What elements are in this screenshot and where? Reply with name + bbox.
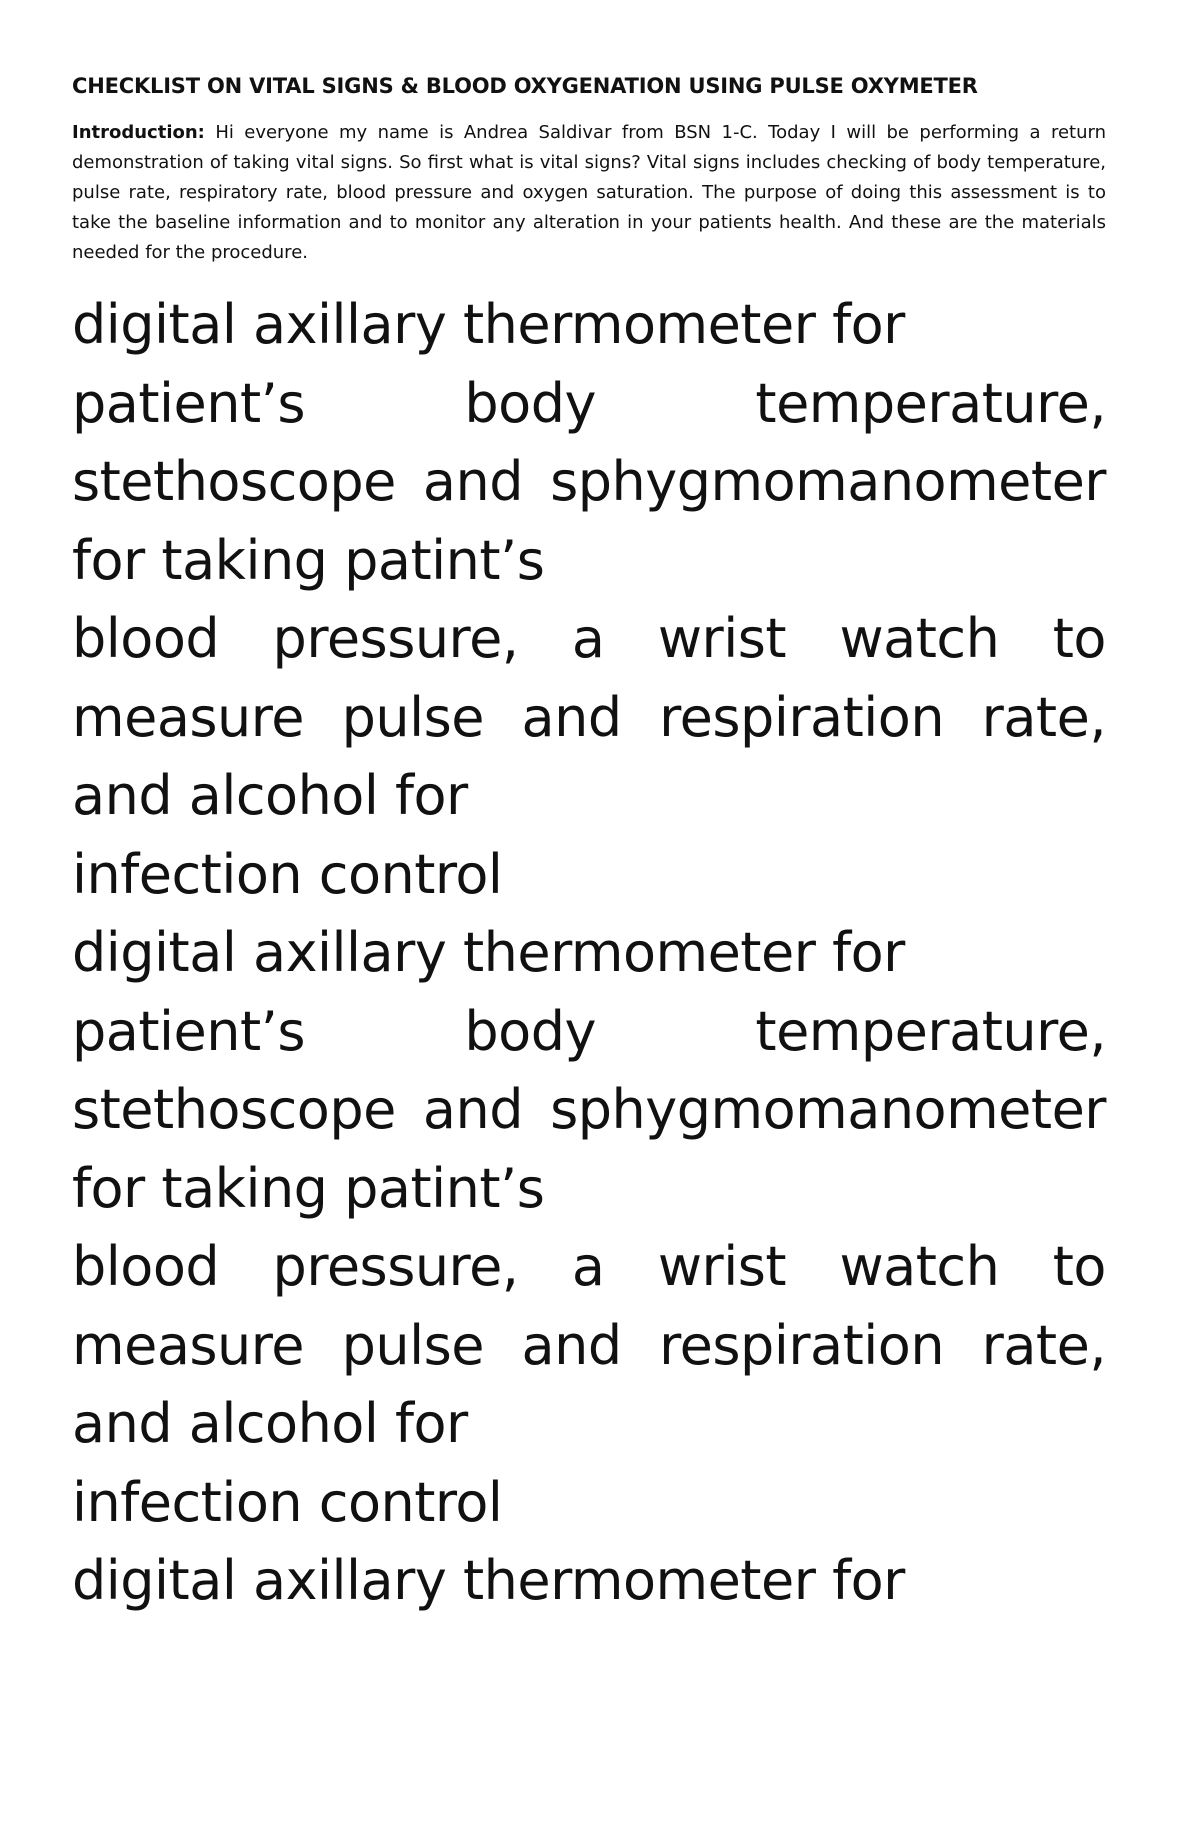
- materials-word: pulse: [341, 685, 484, 749]
- materials-word: stethoscope: [72, 1078, 396, 1141]
- materials-word: body: [464, 371, 596, 435]
- materials-word: rate,: [981, 1313, 1106, 1377]
- materials-word: a: [571, 1235, 605, 1298]
- introduction-text: Hi everyone my name is Andrea Saldivar from BSN 1-C. Today I will be performing a return demonstration of taking vital signs. So first what is vital signs? Vital signs includes checking of body temperature, pulse rate, respiratory rate, blood pressure and oxygen saturation. The purpose of doing this assessment is to take the baseline information and to monitor any alteration in your patients health. And these are the materials needed for the procedure.: [72, 122, 1106, 263]
- materials-line: [72, 365, 1106, 444]
- materials-line: [72, 1464, 1106, 1543]
- materials-word: and: [521, 685, 622, 749]
- materials-word: watch: [839, 1235, 1000, 1298]
- materials-word: pulse: [341, 1313, 484, 1377]
- materials-line: [72, 1228, 1106, 1307]
- materials-line: [72, 1542, 1106, 1621]
- materials-line: [72, 443, 1106, 522]
- materials-word: measure: [72, 1313, 305, 1377]
- materials-word: and alcohol for: [72, 1392, 468, 1455]
- materials-line: [72, 1385, 1106, 1464]
- materials-word: and: [521, 1313, 622, 1377]
- materials-word: and: [422, 450, 524, 513]
- materials-word: temperature,: [755, 999, 1106, 1063]
- materials-word: measure: [72, 685, 305, 749]
- materials-word: watch: [839, 607, 1000, 670]
- materials-word: wrist: [657, 1235, 787, 1298]
- materials-word: for taking patint’s: [72, 528, 545, 592]
- materials-line: [72, 993, 1106, 1072]
- materials-word: sphygmomanometer: [550, 1078, 1106, 1141]
- materials-line: [72, 679, 1106, 758]
- materials-text-block: [72, 286, 1106, 1621]
- materials-word: digital axillary thermometer for: [72, 921, 905, 984]
- materials-word: stethoscope: [72, 450, 396, 513]
- materials-word: rate,: [981, 685, 1106, 749]
- materials-word: wrist: [657, 607, 787, 670]
- materials-word: a: [571, 607, 605, 670]
- materials-word: pressure,: [272, 1235, 519, 1298]
- materials-line: [72, 1150, 1106, 1229]
- materials-word: respiration: [659, 1313, 945, 1377]
- materials-word: digital axillary thermometer for: [72, 293, 905, 356]
- materials-word: pressure,: [272, 607, 519, 670]
- materials-line: [72, 600, 1106, 679]
- materials-line: [72, 914, 1106, 993]
- materials-word: blood: [72, 607, 220, 670]
- introduction-label: Introduction:: [72, 122, 205, 143]
- materials-word: temperature,: [755, 371, 1106, 435]
- materials-word: and: [422, 1078, 524, 1141]
- materials-word: digital axillary thermometer for: [72, 1549, 905, 1612]
- materials-word: body: [464, 999, 596, 1063]
- materials-word: to: [1052, 1235, 1106, 1298]
- materials-line: [72, 286, 1106, 365]
- materials-word: to: [1052, 607, 1106, 670]
- materials-word: infection control: [72, 842, 503, 906]
- materials-line: [72, 757, 1106, 836]
- document-page: [72, 74, 1106, 1621]
- materials-line: [72, 836, 1106, 915]
- materials-word: and alcohol for: [72, 764, 468, 827]
- materials-line: [72, 522, 1106, 601]
- materials-line: [72, 1307, 1106, 1386]
- materials-word: sphygmomanometer: [550, 450, 1106, 513]
- introduction-paragraph: [72, 118, 1106, 268]
- materials-word: for taking patint’s: [72, 1156, 545, 1220]
- materials-word: patient’s: [72, 999, 305, 1063]
- document-title: CHECKLIST ON VITAL SIGNS & BLOOD OXYGENATION USING PULSE OXYMETER: [72, 74, 978, 98]
- materials-line: [72, 1071, 1106, 1150]
- materials-word: respiration: [659, 685, 945, 749]
- materials-word: infection control: [72, 1470, 503, 1534]
- materials-word: patient’s: [72, 371, 305, 435]
- materials-word: blood: [72, 1235, 220, 1298]
